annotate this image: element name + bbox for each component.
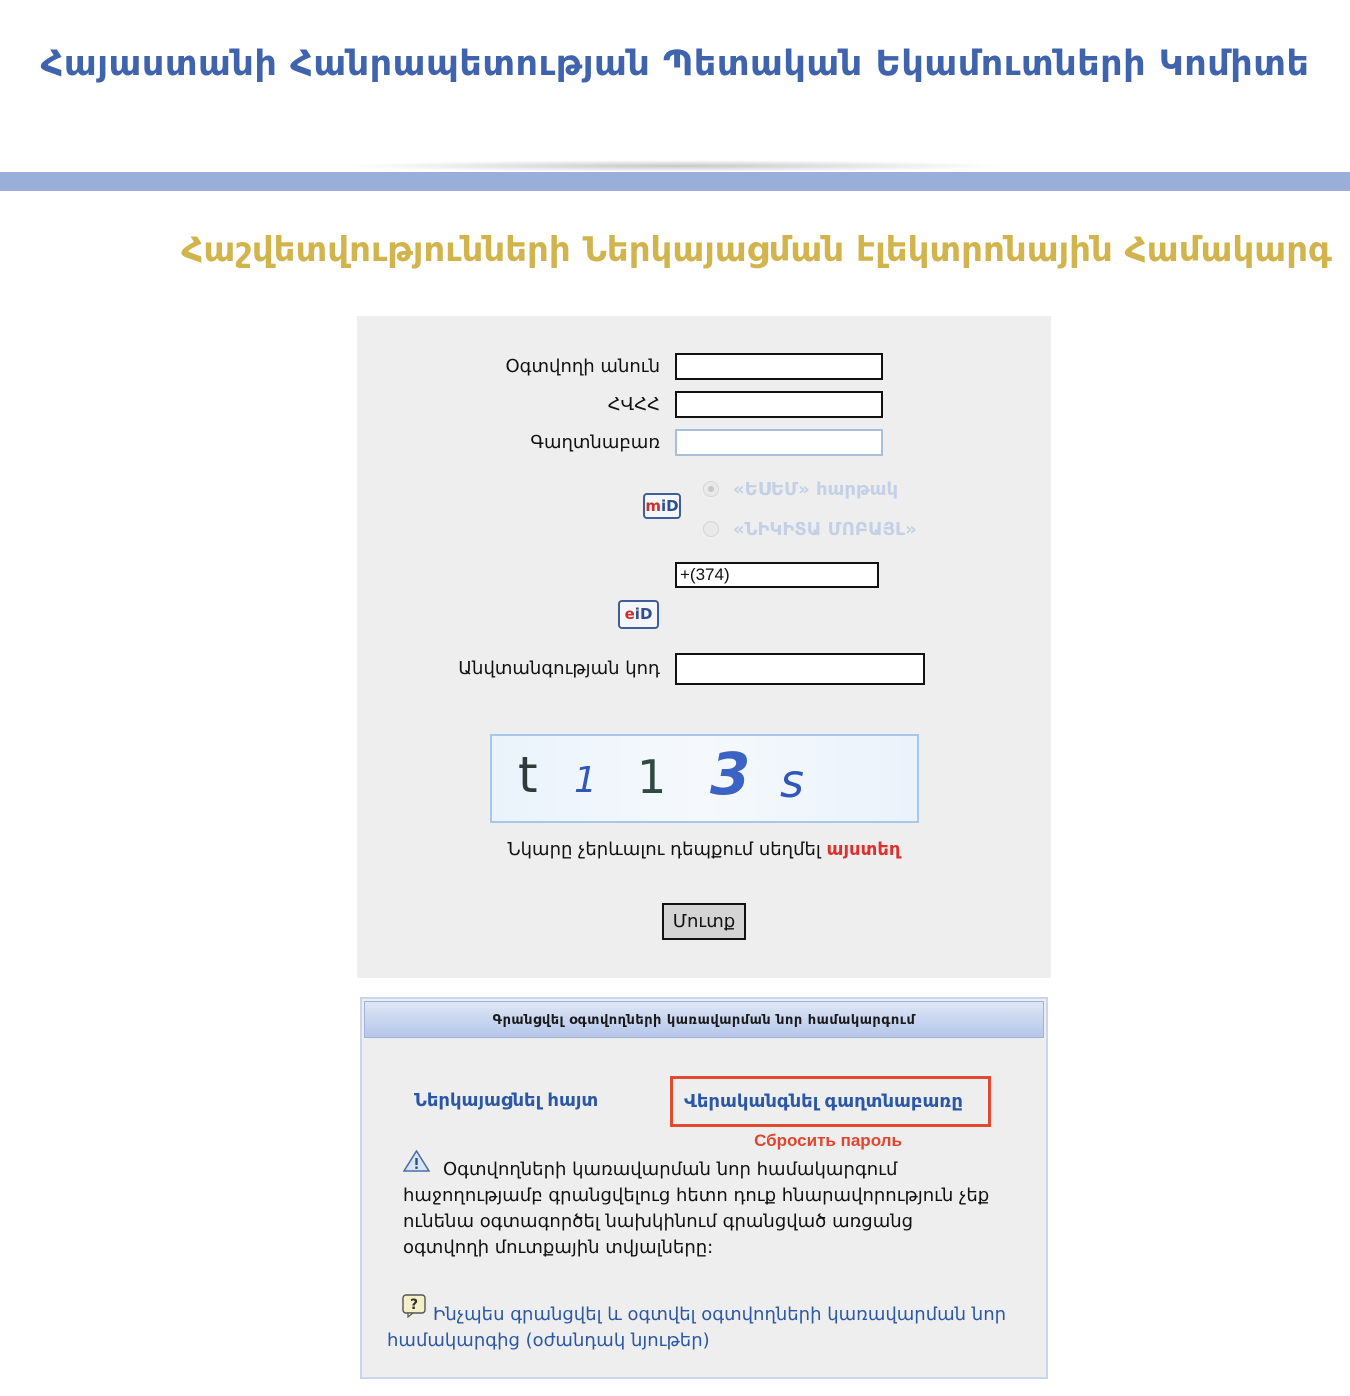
username-label: Օգտվողի անուն bbox=[505, 356, 660, 377]
captcha-image bbox=[490, 734, 919, 823]
org-title: Հայաստանի Հանրապետության Պետական Եկամուտների Կոմիտե bbox=[40, 44, 1310, 84]
reset-password-ru-label: Сбросить пароль bbox=[754, 1131, 902, 1150]
captcha-char: 1 bbox=[574, 760, 597, 801]
login-button[interactable]: Մուտք bbox=[662, 903, 746, 940]
tin-label: ՀՎՀՀ bbox=[607, 394, 660, 415]
mid-badge-accent: m bbox=[645, 497, 662, 515]
header-divider-bar bbox=[0, 172, 1350, 191]
captcha-char: s bbox=[780, 754, 804, 808]
submit-application-link[interactable]: Ներկայացնել հայտ bbox=[414, 1090, 599, 1111]
operator-radio-nikita[interactable] bbox=[703, 521, 719, 537]
operator-label-esem: «ԵՍԵՄ» հարթակ bbox=[733, 479, 899, 500]
captcha-note-text: Նկարը չերևալու դեպքում սեղմել bbox=[507, 839, 821, 860]
captcha-refresh-link[interactable]: այստեղ bbox=[826, 839, 901, 860]
mid-login-button[interactable] bbox=[643, 493, 681, 519]
eid-badge-text: iD bbox=[634, 605, 653, 623]
reset-password-link[interactable]: Վերականգնել գաղտնաբառը bbox=[684, 1091, 963, 1112]
header-shadow bbox=[340, 160, 1010, 172]
username-input[interactable] bbox=[675, 353, 883, 380]
eid-badge-accent: e bbox=[624, 605, 635, 623]
phone-input[interactable] bbox=[675, 562, 879, 588]
tin-input[interactable] bbox=[675, 391, 883, 418]
security-code-label: Անվտանգության կոդ bbox=[458, 658, 660, 679]
operator-label-nikita: «ՆԻԿԻՏԱ ՄՈԲԱՅԼ» bbox=[733, 519, 917, 540]
svg-text:?: ? bbox=[409, 1297, 419, 1313]
captcha-char: 3 bbox=[710, 740, 751, 808]
operator-radio-esem[interactable] bbox=[703, 481, 719, 497]
system-title: Հաշվետվությունների Ներկայացման էլեկտրոնային Համակարգ bbox=[181, 230, 1332, 270]
captcha-char: t bbox=[518, 746, 538, 804]
captcha-char: 1 bbox=[637, 750, 667, 804]
warning-text: Օգտվողների կառավարման նոր համակարգում հաջողությամբ գրանցվելուց հետո դուք հնարավորություն չեք ունենա օգտագործել նախկինում գրանցված առցանց օգտվողի մուտքային տվյալները: bbox=[403, 1159, 990, 1258]
help-materials-link[interactable]: Ինչպես գրանցվել և օգտվել օգտվողների կառավարման նոր համակարգից (օժանդակ նյութեր) bbox=[387, 1304, 1007, 1351]
eid-login-button[interactable] bbox=[618, 600, 659, 629]
security-code-input[interactable] bbox=[675, 653, 925, 685]
password-label: Գաղտնաբառ bbox=[530, 432, 660, 453]
mid-badge-text: iD bbox=[661, 497, 679, 515]
info-panel-header: Գրանցվել օգտվողների կառավարման նոր համակարգում bbox=[364, 1001, 1044, 1038]
captcha-note bbox=[357, 839, 1051, 860]
password-input[interactable] bbox=[675, 429, 883, 456]
